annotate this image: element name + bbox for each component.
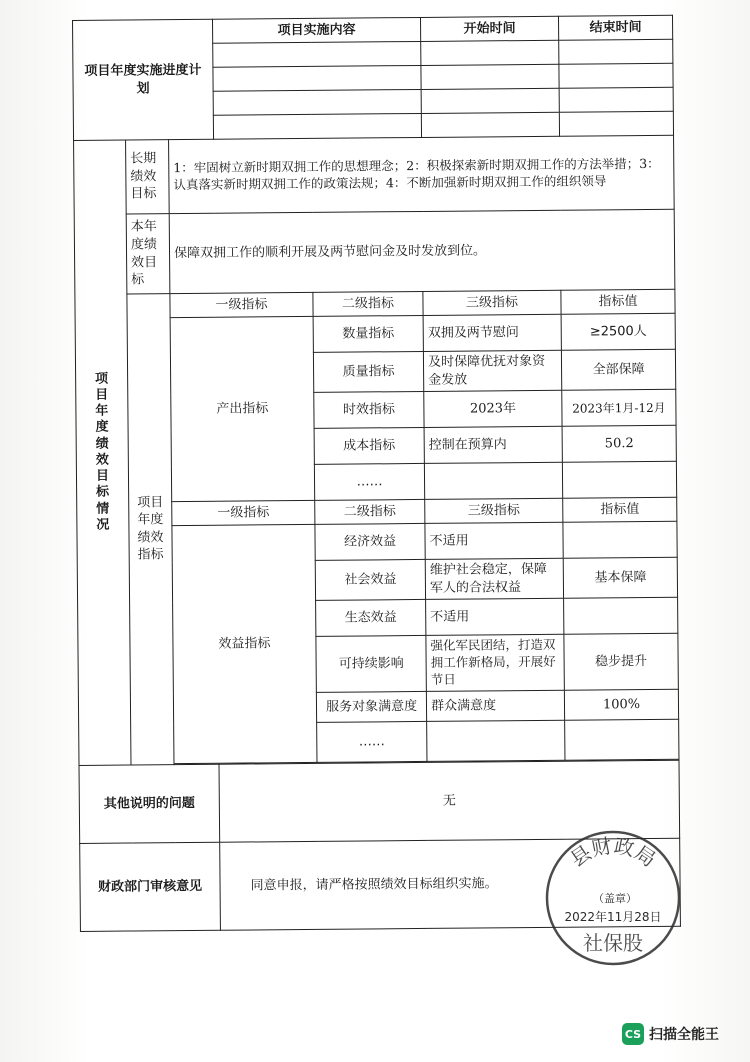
seal-note: （盖章） bbox=[593, 892, 637, 905]
output-value: 50.2 bbox=[562, 425, 676, 462]
long-term-label: 长期绩效目标 bbox=[126, 140, 170, 214]
benefit-value: 基本保障 bbox=[563, 557, 677, 598]
schedule-cell bbox=[213, 41, 421, 67]
output-header-level1: 一级指标 bbox=[170, 292, 313, 317]
benefit-level2: 服务对象满意度 bbox=[316, 691, 426, 722]
scanner-logo-icon: CS bbox=[622, 1023, 644, 1045]
schedule-cell bbox=[559, 87, 673, 112]
schedule-section-label: 项目年度实施进度计划 bbox=[73, 19, 214, 140]
schedule-cell bbox=[421, 112, 559, 137]
seal-date: 2022年11月28日 bbox=[564, 910, 662, 924]
official-seal bbox=[543, 828, 683, 968]
performance-form-table bbox=[72, 15, 681, 932]
output-level3: 及时保障优抚对象资金发放 bbox=[423, 350, 561, 391]
output-value: ≥2500人 bbox=[561, 313, 675, 350]
review-label: 财政部门审核意见 bbox=[80, 842, 221, 931]
output-value bbox=[562, 461, 676, 498]
review-text: 同意申报，请严格按照绩效目标组织实施。 bbox=[220, 838, 681, 930]
benefit-header-level2: 二级指标 bbox=[315, 500, 425, 525]
benefit-level2: 生态效益 bbox=[316, 600, 426, 637]
goals-section-text: 项目年度绩效目标情况 bbox=[95, 371, 110, 533]
other-text: 无 bbox=[219, 760, 680, 842]
benefit-level2: 经济效益 bbox=[315, 524, 425, 561]
benefit-header-value: 指标值 bbox=[563, 497, 677, 522]
benefit-value: 稳步提升 bbox=[564, 633, 678, 690]
benefit-level3: 群众满意度 bbox=[426, 690, 564, 721]
output-level2: 成本指标 bbox=[314, 428, 424, 465]
benefit-value bbox=[563, 521, 677, 558]
scanner-watermark bbox=[622, 1022, 719, 1046]
benefit-value: 100% bbox=[564, 689, 678, 720]
annual-text: 保障双拥工作的顺利开展及两节慰问金及时发放到位。 bbox=[169, 209, 675, 293]
output-level3: 双拥及两节慰问 bbox=[423, 314, 561, 351]
benefit-level2: …… bbox=[317, 721, 427, 762]
output-header-value: 指标值 bbox=[561, 289, 675, 314]
output-value: 全部保障 bbox=[561, 349, 675, 390]
benefit-level3: 不适用 bbox=[426, 598, 564, 635]
output-value: 2023年1月-12月 bbox=[562, 389, 676, 426]
other-label: 其他说明的问题 bbox=[79, 764, 220, 843]
schedule-cell bbox=[213, 65, 421, 91]
output-level1: 产出指标 bbox=[170, 316, 315, 501]
benefit-level2: 社会效益 bbox=[315, 560, 425, 601]
schedule-cell bbox=[421, 64, 559, 89]
benefit-level3: 维护社会稳定，保障军人的合法权益 bbox=[425, 558, 563, 599]
schedule-header-end: 结束时间 bbox=[559, 15, 673, 40]
benefit-level2: 可持续影响 bbox=[316, 636, 426, 693]
output-header-level3: 三级指标 bbox=[423, 290, 561, 315]
schedule-cell bbox=[421, 40, 559, 65]
goals-section-label bbox=[74, 140, 131, 765]
schedule-cell bbox=[213, 113, 421, 139]
output-level2: 数量指标 bbox=[313, 315, 423, 352]
schedule-cell bbox=[559, 63, 673, 88]
benefit-header-level1: 一级指标 bbox=[172, 500, 315, 525]
seal-dept: 社保股 bbox=[583, 931, 643, 955]
benefit-value bbox=[564, 597, 678, 634]
schedule-cell bbox=[559, 111, 673, 136]
schedule-cell bbox=[559, 39, 673, 64]
schedule-cell bbox=[213, 89, 421, 115]
annual-label: 本年度绩效目标 bbox=[126, 214, 170, 294]
output-level2: 时效指标 bbox=[314, 392, 424, 429]
benefit-level3: 不适用 bbox=[425, 522, 563, 559]
long-term-text: 1：牢固树立新时期双拥工作的思想理念；2：积极探索新时期双拥工作的方法举措；3：认真落实新时期双拥工作的政策法规；4：不断加强新时期双拥工作的组织领导 bbox=[169, 135, 675, 213]
output-level2: …… bbox=[314, 464, 424, 501]
benefit-level1: 效益指标 bbox=[172, 524, 317, 763]
benefit-level3: 强化军民团结，打造双拥工作新格局，开展好节日 bbox=[426, 634, 564, 691]
benefit-value bbox=[565, 719, 679, 760]
benefit-header-level3: 三级指标 bbox=[425, 498, 563, 523]
schedule-header-start: 开始时间 bbox=[421, 16, 559, 41]
seal-org-text: 县财政局 bbox=[565, 833, 661, 872]
scanner-app-name: 扫描全能王 bbox=[649, 1027, 719, 1043]
output-level3: 2023年 bbox=[424, 390, 562, 427]
benefit-level3 bbox=[427, 720, 565, 761]
output-level3: 控制在预算内 bbox=[424, 426, 562, 463]
schedule-header-content: 项目实施内容 bbox=[213, 17, 421, 43]
schedule-cell bbox=[421, 88, 559, 113]
output-header-level2: 二级指标 bbox=[313, 291, 423, 316]
output-level2: 质量指标 bbox=[313, 351, 423, 392]
indicator-label: 项目年度绩效指标 bbox=[127, 294, 174, 765]
output-level3 bbox=[424, 462, 562, 499]
